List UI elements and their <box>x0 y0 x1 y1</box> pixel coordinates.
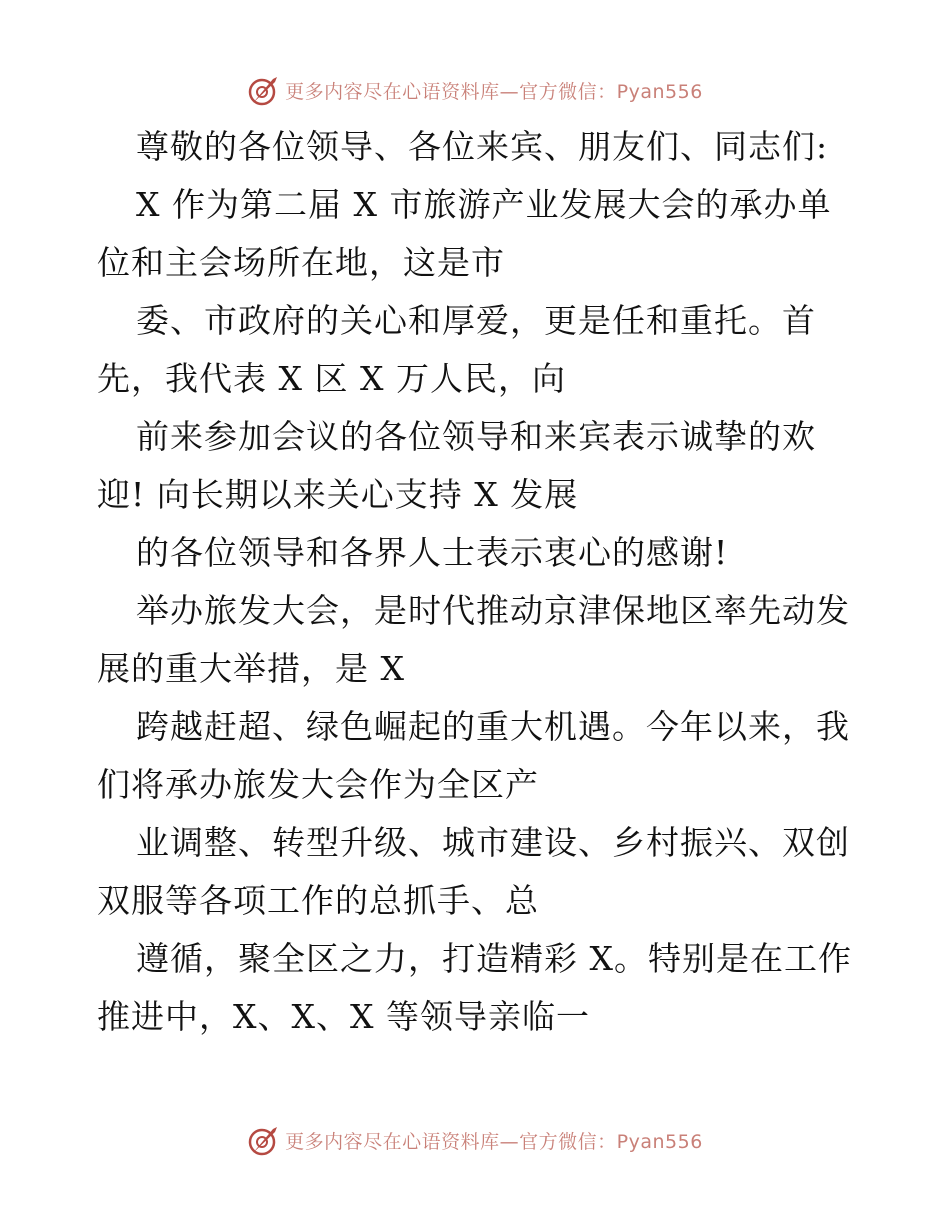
body-line: 展的重大举措，是 X <box>97 649 405 688</box>
body-line: 尊敬的各位领导、各位来宾、朋友们、同志们: <box>136 127 829 166</box>
body-line: 位和主会场所在地，这是市 <box>97 243 505 282</box>
header-banner <box>0 72 950 108</box>
body-line: 举办旅发大会，是时代推动京津保地区率先动发 <box>136 591 850 630</box>
body-line: 迎! 向长期以来关心支持 X 发展 <box>97 475 579 514</box>
document-body <box>97 118 857 1046</box>
body-line: 委、市政府的关心和厚爱，更是任和重托。首 <box>136 301 816 340</box>
footer-banner-text: 更多内容尽在心语资料库—官方微信：Pyan556 <box>285 1130 703 1153</box>
body-line: X 作为第二届 X 市旅游产业发展大会的承办单 <box>136 185 832 224</box>
footer-banner <box>0 1122 950 1158</box>
body-line: 前来参加会议的各位领导和来宾表示诚挚的欢 <box>136 417 816 456</box>
quill-seal-icon <box>247 73 281 107</box>
body-line: 遵循，聚全区之力，打造精彩 X。特别是在工作 <box>136 939 852 978</box>
body-line: 推进中，X、X、X 等领导亲临一 <box>97 997 590 1036</box>
header-banner-text: 更多内容尽在心语资料库—官方微信：Pyan556 <box>285 80 703 103</box>
body-line: 双服等各项工作的总抓手、总 <box>97 881 539 920</box>
quill-seal-icon <box>247 1123 281 1157</box>
body-line: 先，我代表 X 区 X 万人民，向 <box>97 359 566 398</box>
body-line: 的各位领导和各界人士表示衷心的感谢! <box>136 533 729 572</box>
body-line: 业调整、转型升级、城市建设、乡村振兴、双创 <box>136 823 850 862</box>
body-line: 跨越赶超、绿色崛起的重大机遇。今年以来，我 <box>136 707 850 746</box>
body-line: 们将承办旅发大会作为全区产 <box>97 765 539 804</box>
